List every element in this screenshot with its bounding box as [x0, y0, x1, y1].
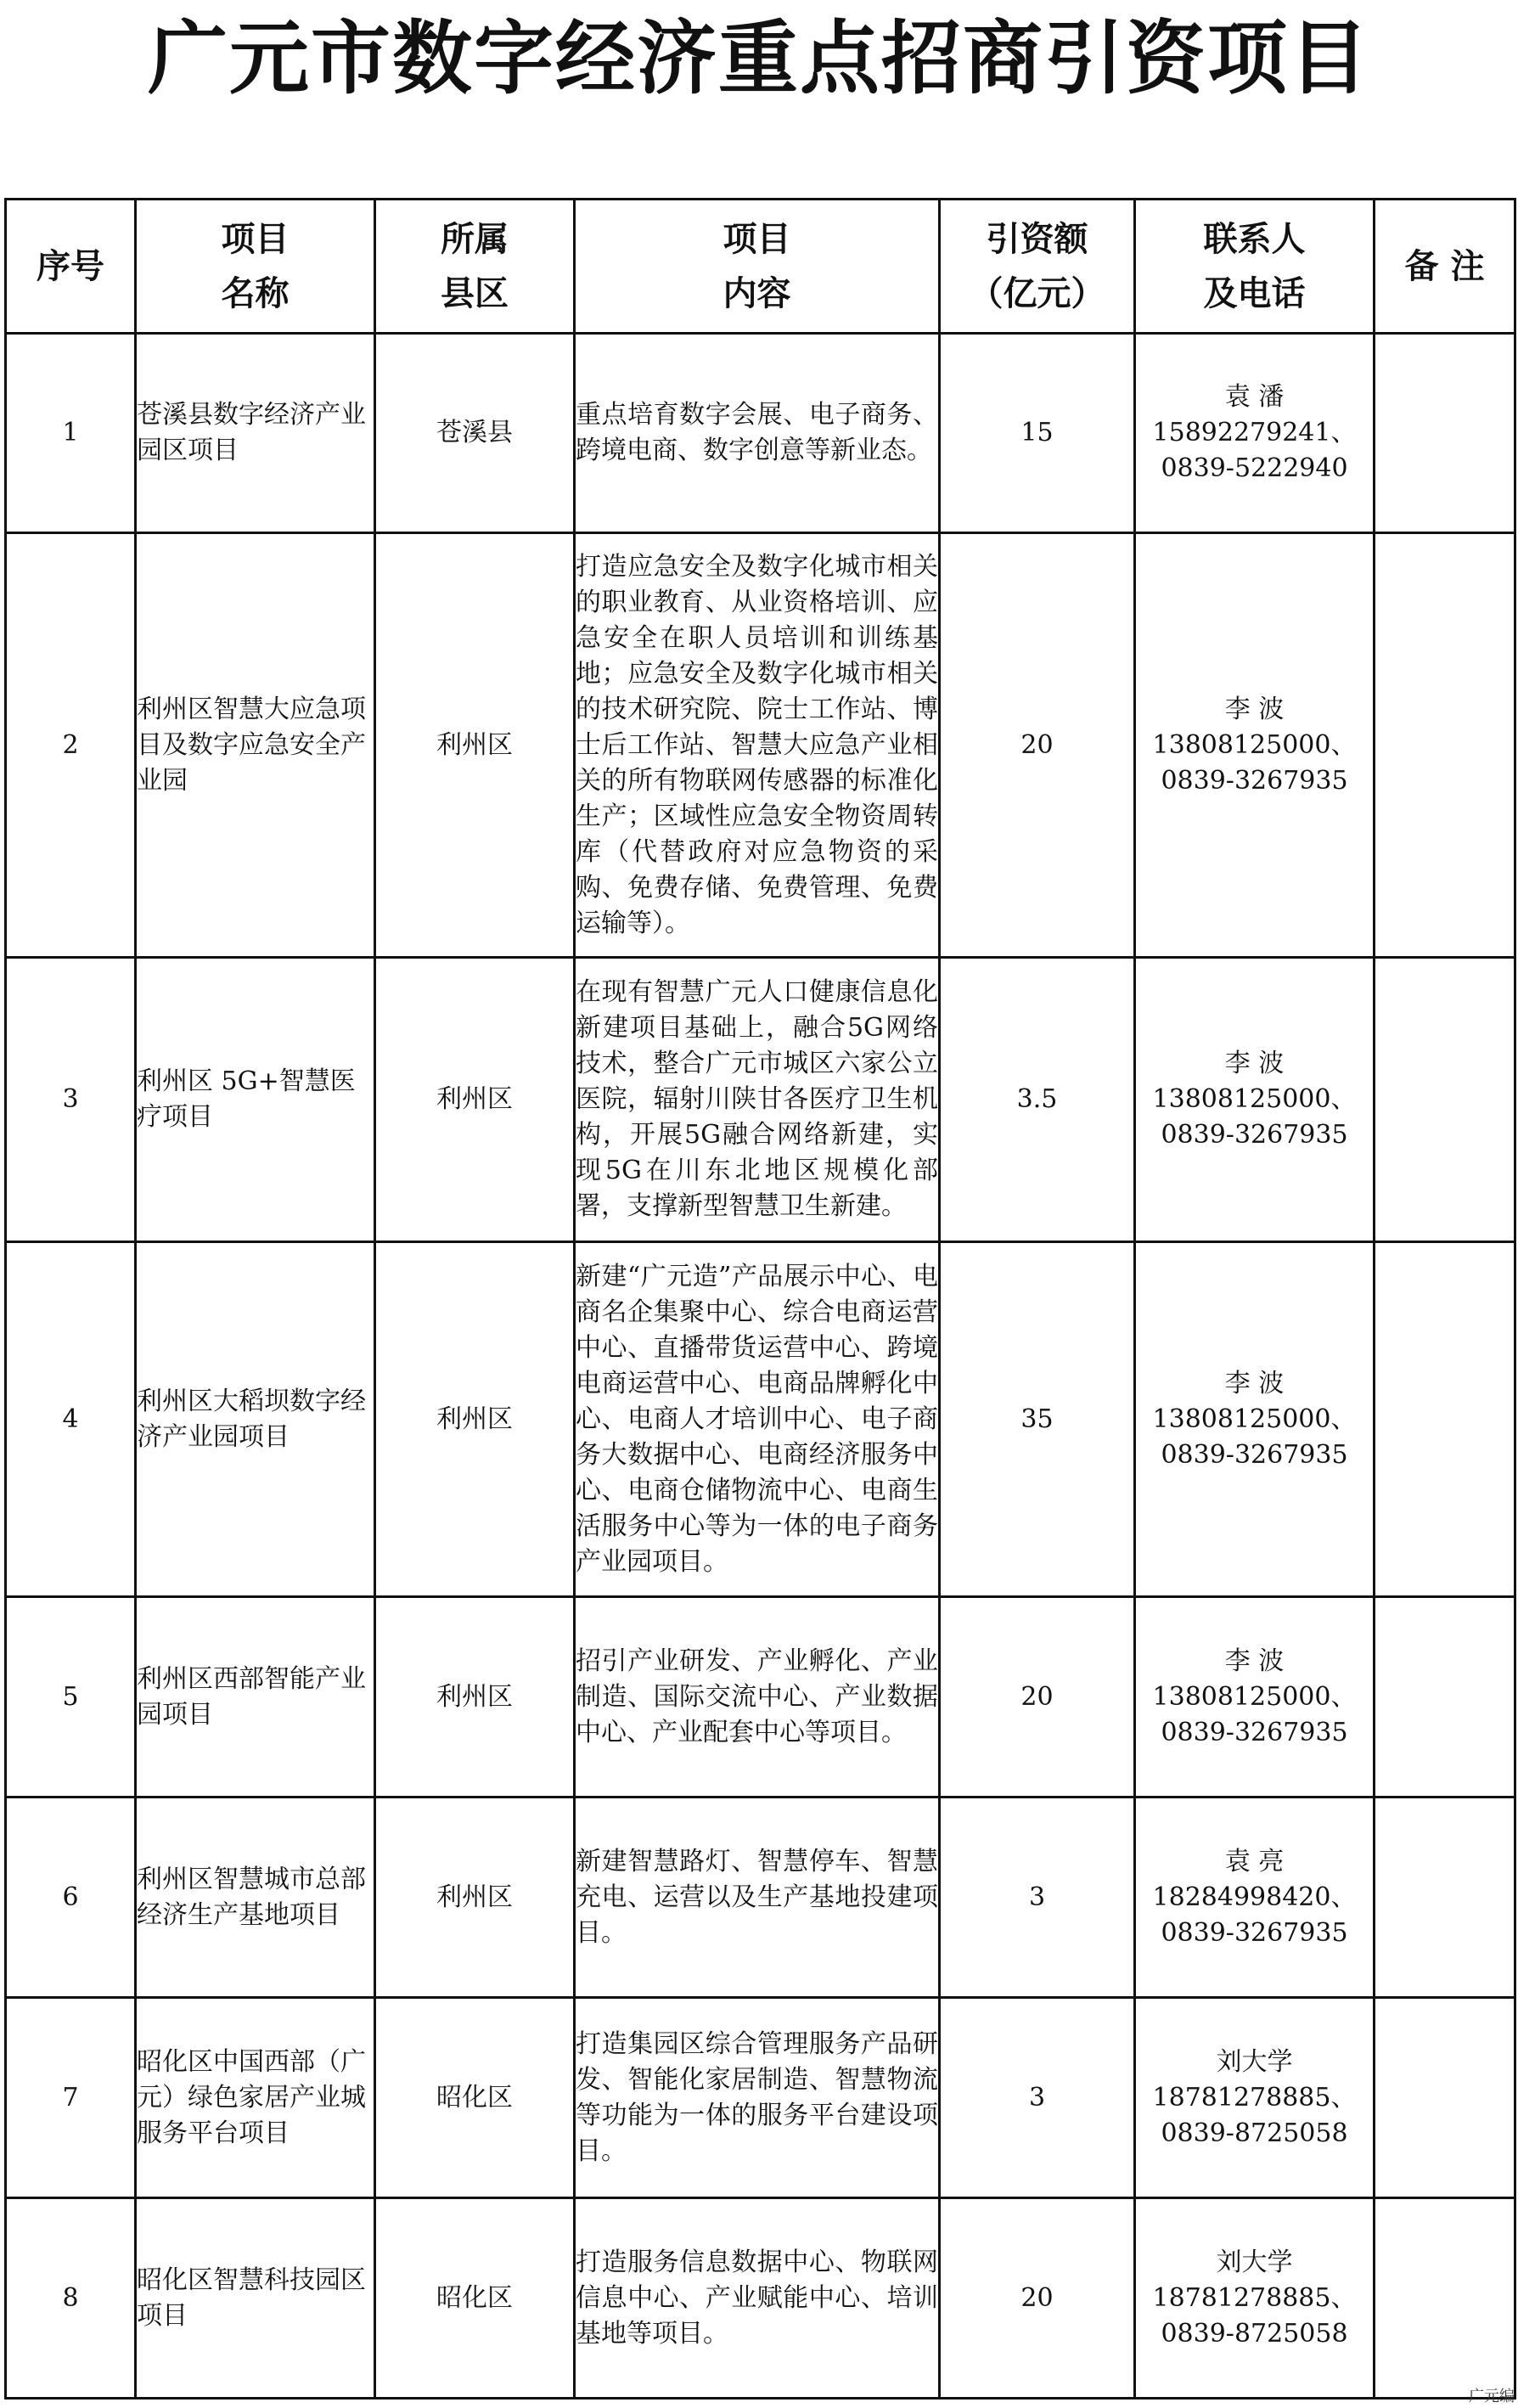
cell-note — [1375, 2198, 1515, 2399]
header-amount: 引资额 （亿元） — [940, 200, 1135, 334]
table-row — [6, 1998, 1515, 2198]
cell-seq: 8 — [6, 2198, 136, 2399]
cell-content: 打造集园区综合管理服务产品研发、智能化家居制造、智慧物流等功能为一体的服务平台建设项目。 — [575, 1998, 940, 2198]
cell-note — [1375, 958, 1515, 1242]
cell-note — [1375, 1998, 1515, 2198]
cell-seq: 2 — [6, 533, 136, 958]
table-header-row — [6, 200, 1515, 334]
cell-seq: 6 — [6, 1798, 136, 1998]
cell-name: 利州区大稻坝数字经济产业园项目 — [136, 1242, 375, 1597]
header-note: 备 注 — [1375, 200, 1515, 334]
cell-contact: 李 波 13808125000、 0839-3267935 — [1135, 533, 1375, 958]
cell-county: 昭化区 — [375, 1998, 575, 2198]
cell-amount: 15 — [940, 334, 1135, 533]
cell-note — [1375, 1798, 1515, 1998]
cell-contact: 李 波 13808125000、 0839-3267935 — [1135, 1597, 1375, 1798]
cell-note — [1375, 334, 1515, 533]
header-county: 所属 县区 — [375, 200, 575, 334]
cell-note — [1375, 1242, 1515, 1597]
cell-amount: 20 — [940, 533, 1135, 958]
cell-contact: 袁 潘 15892279241、 0839-5222940 — [1135, 334, 1375, 533]
cell-county: 利州区 — [375, 1597, 575, 1798]
cell-content: 新建智慧路灯、智慧停车、智慧充电、运营以及生产基地投建项目。 — [575, 1798, 940, 1998]
cell-name: 利州区 5G+智慧医疗项目 — [136, 958, 375, 1242]
cell-name: 利州区智慧大应急项目及数字应急安全产业园 — [136, 533, 375, 958]
cell-amount: 20 — [940, 1597, 1135, 1798]
cell-name: 苍溪县数字经济产业园区项目 — [136, 334, 375, 533]
table-row — [6, 1242, 1515, 1597]
cell-county: 苍溪县 — [375, 334, 575, 533]
cell-county: 利州区 — [375, 958, 575, 1242]
header-contact: 联系人 及电话 — [1135, 200, 1375, 334]
cell-county: 利州区 — [375, 1242, 575, 1597]
cell-contact: 刘大学 18781278885、 0839-8725058 — [1135, 1998, 1375, 2198]
table-row — [6, 334, 1515, 533]
cell-name: 昭化区智慧科技园区项目 — [136, 2198, 375, 2399]
cell-seq: 3 — [6, 958, 136, 1242]
header-name: 项目 名称 — [136, 200, 375, 334]
cell-seq: 7 — [6, 1998, 136, 2198]
cell-content: 招引产业研发、产业孵化、产业制造、国际交流中心、产业数据中心、产业配套中心等项目。 — [575, 1597, 940, 1798]
header-content: 项目 内容 — [575, 200, 940, 334]
cell-county: 利州区 — [375, 533, 575, 958]
cell-contact: 刘大学 18781278885、 0839-8725058 — [1135, 2198, 1375, 2399]
cell-county: 昭化区 — [375, 2198, 575, 2399]
cell-seq: 1 — [6, 334, 136, 533]
table-row — [6, 1597, 1515, 1798]
cell-name: 利州区西部智能产业园项目 — [136, 1597, 375, 1798]
table-row — [6, 958, 1515, 1242]
cell-note — [1375, 1597, 1515, 1798]
cell-contact: 李 波 13808125000、 0839-3267935 — [1135, 958, 1375, 1242]
cell-amount: 20 — [940, 2198, 1135, 2399]
table-row — [6, 2198, 1515, 2399]
cell-name: 昭化区中国西部（广元）绿色家居产业城服务平台项目 — [136, 1998, 375, 2198]
cell-amount: 3 — [940, 1998, 1135, 2198]
cell-content: 在现有智慧广元人口健康信息化新建项目基础上，融合5G网络技术，整合广元市城区六家公立医院，辐射川陕甘各医疗卫生机构，开展5G融合网络新建，实现5G在川东北地区规模化部署，支撑新型智慧卫生新建。 — [575, 958, 940, 1242]
cell-content: 打造服务信息数据中心、物联网信息中心、产业赋能中心、培训基地等项目。 — [575, 2198, 940, 2399]
page-title: 广元市数字经济重点招商引资项目 — [147, 13, 1370, 105]
cell-seq: 5 — [6, 1597, 136, 1798]
cell-content: 新建“广元造”产品展示中心、电商名企集聚中心、综合电商运营中心、直播带货运营中心、跨境电商运营中心、电商品牌孵化中心、电商人才培训中心、电子商务大数据中心、电商经济服务中心、电商仓储物流中心、电商生活服务中心等为一体的电子商务产业园项目。 — [575, 1242, 940, 1597]
projects-table — [4, 198, 1516, 2400]
cell-amount: 3 — [940, 1798, 1135, 1998]
cell-note — [1375, 533, 1515, 958]
cell-content: 打造应急安全及数字化城市相关的职业教育、从业资格培训、应急安全在职人员培训和训练基地；应急安全及数字化城市相关的技术研究院、院士工作站、博士后工作站、智慧大应急产业相关的所有物联网传感器的标准化生产；区域性应急安全物资周转库（代替政府对应急物资的采购、免费存储、免费管理、免费运输等）。 — [575, 533, 940, 958]
table-row — [6, 1798, 1515, 1998]
cell-contact: 李 波 13808125000、 0839-3267935 — [1135, 1242, 1375, 1597]
cell-amount: 35 — [940, 1242, 1135, 1597]
cell-content: 重点培育数字会展、电子商务、跨境电商、数字创意等新业态。 — [575, 334, 940, 533]
cell-contact: 袁 亮 18284998420、 0839-3267935 — [1135, 1798, 1375, 1998]
cell-amount: 3.5 — [940, 958, 1135, 1242]
header-seq: 序号 — [6, 200, 136, 334]
footer-mark: 广元编 — [1469, 2388, 1515, 2405]
cell-county: 利州区 — [375, 1798, 575, 1998]
cell-seq: 4 — [6, 1242, 136, 1597]
table-row — [6, 533, 1515, 958]
cell-name: 利州区智慧城市总部经济生产基地项目 — [136, 1798, 375, 1998]
